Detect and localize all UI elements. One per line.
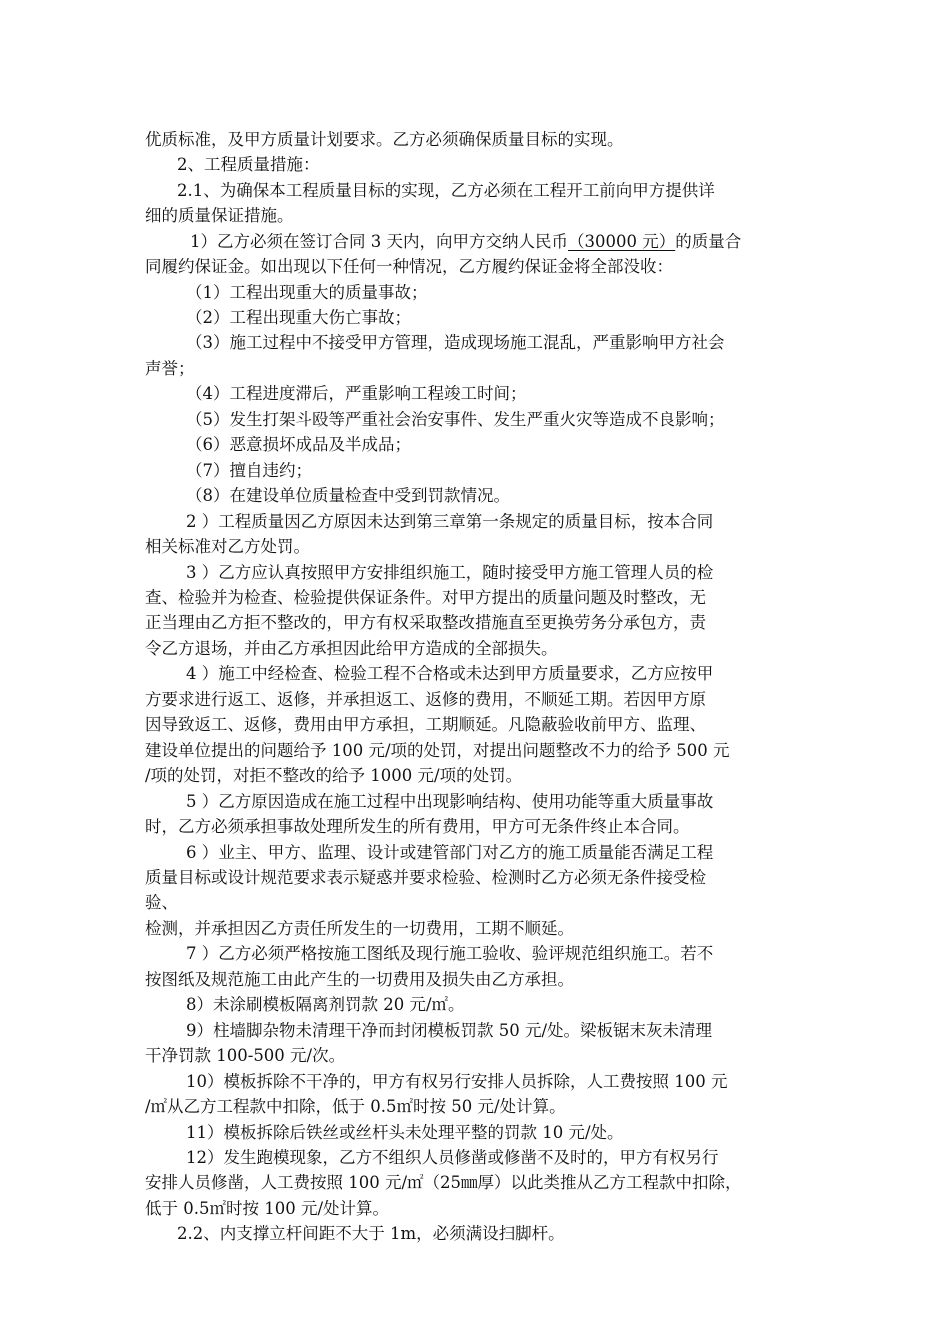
paragraph-line: 建设单位提出的问题给予 100 元/项的处罚，对提出问题整改不力的给予 500 元: [145, 741, 730, 760]
list-item: （7）擅自违约；: [186, 461, 312, 480]
list-item: （8）在建设单位质量检查中受到罚款情况。: [186, 486, 510, 505]
section-heading: 2.2、内支撑立杆间距不大于 1m，必须满设扫脚杆。: [177, 1224, 565, 1243]
paragraph-line: 4 ）施工中经检查、检验工程不合格或未达到甲方质量要求，乙方应按甲: [186, 664, 714, 683]
paragraph-line: 因导致返工、返修，费用由甲方承担，工期顺延。凡隐蔽验收前甲方、监理、: [145, 715, 706, 734]
paragraph-line: 低于 0.5㎡时按 100 元/处计算。: [145, 1199, 390, 1218]
paragraph-line: 优质标准，及甲方质量计划要求。乙方必须确保质量目标的实现。: [145, 130, 624, 149]
paragraph-line: 安排人员修凿，人工费按照 100 元/㎡（25㎜厚）以此类推从乙方工程款中扣除，: [145, 1173, 742, 1192]
paragraph-line: 验、: [145, 893, 178, 912]
paragraph-line: 令乙方退场，并由乙方承担因此给甲方造成的全部损失。: [145, 639, 558, 658]
list-item: （1）工程出现重大的质量事故；: [186, 283, 428, 302]
paragraph-line: 方要求进行返工、返修，并承担返工、返修的费用，不顺延工期。若因甲方原: [145, 690, 706, 709]
paragraph-line: 11）模板拆除后铁丝或丝杆头未处理平整的罚款 10 元/处。: [186, 1123, 624, 1142]
paragraph-line: 检测，并承担因乙方责任所发生的一切费用，工期不顺延。: [145, 919, 574, 938]
paragraph-line: /项的处罚，对拒不整改的给予 1000 元/项的处罚。: [145, 766, 523, 785]
paragraph-line: 质量目标或设计规范要求表示疑惑并要求检验、检测时乙方必须无条件接受检: [145, 868, 706, 887]
paragraph-line: 相关标准对乙方处罚。: [145, 537, 310, 556]
paragraph-line: 同履约保证金。如出现以下任何一种情况，乙方履约保证金将全部没收：: [145, 257, 673, 276]
paragraph-line: 10）模板拆除不干净的，甲方有权另行安排人员拆除，人工费按照 100 元: [186, 1072, 728, 1091]
paragraph-line: 12）发生跑模现象，乙方不组织人员修凿或修凿不及时的，甲方有权另行: [186, 1148, 719, 1167]
list-item: （5）发生打架斗殴等严重社会治安事件、发生严重火灾等造成不良影响；: [186, 410, 725, 429]
list-item: （6）恶意损坏成品及半成品；: [186, 435, 411, 454]
paragraph-line: 9）柱墙脚杂物未清理干净而封闭模板罚款 50 元/处。梁板锯末灰未清理: [186, 1021, 713, 1040]
list-item: （4）工程进度滞后，严重影响工程竣工时间；: [186, 384, 527, 403]
paragraph-line: 3 ）乙方应认真按照甲方安排组织施工，随时接受甲方施工管理人员的检: [186, 563, 714, 582]
paragraph-line: /㎡从乙方工程款中扣除，低于 0.5㎡时按 50 元/处计算。: [145, 1097, 566, 1116]
paragraph-line: 2 ）工程质量因乙方原因未达到第三章第一条规定的质量目标，按本合同: [186, 512, 714, 531]
paragraph-line: 6 ）业主、甲方、监理、设计或建管部门对乙方的施工质量能否满足工程: [186, 843, 714, 862]
paragraph-line: 时，乙方必须承担事故处理所发生的所有费用，甲方可无条件终止本合同。: [145, 817, 690, 836]
paragraph-line: 2.1、为确保本工程质量目标的实现，乙方必须在工程开工前向甲方提供详: [177, 181, 715, 200]
paragraph-line: 按图纸及规范施工由此产生的一切费用及损失由乙方承担。: [145, 970, 574, 989]
paragraph-line: 8）未涂刷模板隔离剂罚款 20 元/㎡。: [186, 995, 465, 1014]
list-item: （3）施工过程中不接受甲方管理，造成现场施工混乱，严重影响甲方社会: [186, 333, 725, 352]
list-item: （2）工程出现重大伤亡事故；: [186, 308, 411, 327]
paragraph-line: [190, 229, 741, 255]
deposit-amount: （30000 元）: [568, 232, 676, 251]
paragraph-line: 细的质量保证措施。: [145, 206, 294, 225]
section-heading: 2、工程质量措施：: [177, 155, 320, 174]
paragraph-line: 干净罚款 100-500 元/次。: [145, 1046, 346, 1065]
line-text: 1）乙方必须在签订合同 3 天内，向甲方交纳人民币: [190, 232, 568, 251]
paragraph-line: 查、检验并为检查、检验提供保证条件。对甲方提出的质量问题及时整改，无: [145, 588, 706, 607]
line-text: 的质量合: [675, 232, 742, 251]
paragraph-line: 正当理由乙方拒不整改的，甲方有权采取整改措施直至更换劳务分承包方，责: [145, 613, 706, 632]
paragraph-line: 声誉；: [145, 359, 195, 378]
paragraph-line: 5 ）乙方原因造成在施工过程中出现影响结构、使用功能等重大质量事故: [186, 792, 714, 811]
paragraph-line: 7 ）乙方必须严格按施工图纸及现行施工验收、验评规范组织施工。若不: [186, 944, 714, 963]
